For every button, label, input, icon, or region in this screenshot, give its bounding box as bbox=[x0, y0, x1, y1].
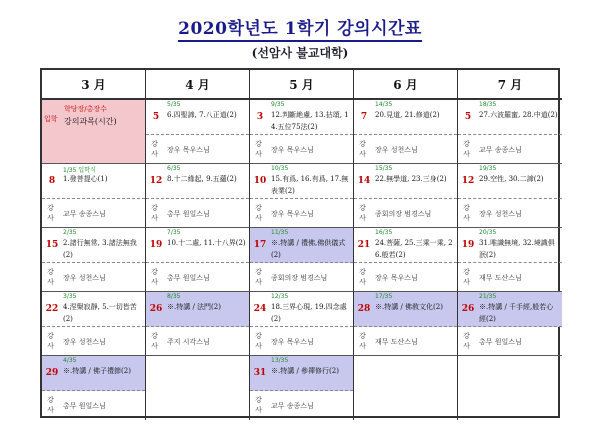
schedule-cell bbox=[250, 292, 354, 356]
schedule-cell bbox=[146, 100, 250, 164]
legend-subject-label: 강의과목(시간) bbox=[64, 117, 117, 126]
teacher-name: 종회의장 범경스님 bbox=[375, 210, 432, 218]
teacher-label: 강사 bbox=[359, 140, 366, 158]
schedule-cell bbox=[146, 228, 250, 292]
teacher-label: 강사 bbox=[47, 268, 54, 286]
week-count: 16/35 bbox=[375, 229, 393, 236]
day-number: 5 bbox=[152, 112, 160, 122]
cell-bottom bbox=[458, 327, 562, 355]
day-number: 24 bbox=[253, 304, 267, 314]
week-count: 8/35 bbox=[167, 293, 181, 300]
teacher-label: 강사 bbox=[151, 332, 158, 350]
schedule-cell bbox=[458, 100, 562, 164]
month-header: 5 月 bbox=[250, 70, 354, 100]
cell-bottom bbox=[250, 263, 353, 291]
day-number: 26 bbox=[461, 304, 475, 314]
cell-bottom bbox=[42, 391, 145, 420]
teacher-label: 강사 bbox=[359, 268, 366, 286]
cell-top bbox=[146, 100, 249, 135]
schedule-cell bbox=[458, 164, 562, 228]
week-count: 11/35 bbox=[271, 229, 289, 236]
lecture-subject: 2.諸行無常, 3.諸法無我(2) bbox=[63, 239, 137, 259]
teacher-label: 강사 bbox=[47, 332, 54, 350]
admission-label: 입학 bbox=[44, 115, 58, 123]
legend-head-label: 학당장/총장수 bbox=[64, 105, 107, 113]
teacher-name: 교무 송종스님 bbox=[479, 146, 522, 154]
schedule-cell bbox=[250, 100, 354, 164]
cell-bottom bbox=[458, 263, 562, 291]
teacher-label: 강사 bbox=[463, 268, 470, 286]
day-number: 12 bbox=[461, 176, 475, 186]
schedule-cell bbox=[354, 164, 458, 228]
week-count: 4/35 bbox=[63, 357, 77, 364]
teacher-label: 강사 bbox=[359, 332, 366, 350]
cell-bottom bbox=[250, 327, 353, 355]
teacher-name: 장우 성천스님 bbox=[479, 210, 522, 218]
week-count: 12/35 bbox=[271, 293, 289, 300]
lecture-subject: 8.十二緣起, 9.五蘊(2) bbox=[167, 175, 237, 183]
teacher-name: 재무 도산스님 bbox=[479, 274, 522, 282]
teacher-label: 강사 bbox=[151, 140, 158, 158]
teacher-label: 강사 bbox=[151, 268, 158, 286]
lecture-subject: 12.判斷絶慮, 13.拈頌, 14.五位75法(2) bbox=[271, 111, 349, 131]
cell-top bbox=[42, 164, 145, 199]
teacher-name: 종회의장 범경스님 bbox=[271, 274, 328, 282]
lecture-subject: 20.見道, 21.修道(2) bbox=[375, 111, 440, 119]
teacher-name: 장우 성천스님 bbox=[375, 146, 418, 154]
cell-top bbox=[146, 228, 249, 263]
teacher-name: 총무 원일스님 bbox=[479, 338, 522, 346]
lecture-subject: 10.十二處, 11.十八界(2) bbox=[167, 239, 246, 247]
cell-top bbox=[250, 228, 353, 263]
day-number: 8 bbox=[48, 176, 56, 186]
week-count: 15/35 bbox=[375, 165, 393, 172]
day-number: 31 bbox=[253, 368, 267, 378]
schedule-cell bbox=[42, 228, 146, 292]
cell-top bbox=[354, 228, 457, 263]
cell-top bbox=[458, 292, 562, 327]
cell-bottom bbox=[42, 199, 145, 227]
day-number: 26 bbox=[149, 304, 163, 314]
month-header: 6 月 bbox=[354, 70, 458, 100]
schedule-cell bbox=[42, 164, 146, 228]
day-number: 17 bbox=[253, 240, 267, 250]
week-count: 1/35 입학식 bbox=[63, 167, 96, 174]
cell-bottom bbox=[250, 135, 353, 163]
teacher-name: 총무 원일스님 bbox=[63, 402, 106, 410]
day-number: 3 bbox=[256, 112, 264, 122]
cell-bottom bbox=[250, 391, 353, 420]
day-number: 19 bbox=[461, 240, 475, 250]
day-number: 12 bbox=[149, 176, 163, 186]
teacher-label: 강사 bbox=[463, 332, 470, 350]
document-subtitle: (선암사 불교대학) bbox=[251, 46, 349, 60]
month-header: 3 月 bbox=[42, 70, 146, 100]
schedule-cell bbox=[354, 356, 458, 420]
week-count: 13/35 bbox=[271, 357, 289, 364]
teacher-name: 교무 송종스님 bbox=[271, 402, 314, 410]
week-count: 14/35 bbox=[375, 101, 393, 108]
cell-top bbox=[250, 164, 353, 199]
week-count: 20/35 bbox=[479, 229, 497, 236]
teacher-label: 강사 bbox=[255, 332, 262, 350]
schedule-cell bbox=[250, 356, 354, 420]
week-count: 18/35 bbox=[479, 101, 497, 108]
lecture-subject: 22.無學道, 23.三身(2) bbox=[375, 175, 447, 183]
cell-bottom bbox=[146, 327, 249, 355]
month-header: 4 月 bbox=[146, 70, 250, 100]
teacher-name: 장우 목우스님 bbox=[271, 210, 314, 218]
day-number: 14 bbox=[357, 176, 371, 186]
cell-bottom bbox=[42, 263, 145, 291]
teacher-name: 교무 송종스님 bbox=[63, 210, 106, 218]
day-number: 7 bbox=[360, 112, 368, 122]
cell-bottom bbox=[146, 263, 249, 291]
week-count: 21/35 bbox=[479, 293, 497, 300]
schedule-table bbox=[40, 68, 560, 418]
schedule-cell bbox=[146, 356, 250, 420]
lecture-subject: ※.特講 / 法門(2) bbox=[167, 303, 221, 311]
cell-top bbox=[250, 292, 353, 327]
schedule-cell bbox=[42, 292, 146, 356]
cell-top bbox=[42, 356, 145, 391]
lecture-subject: ※.特講 / 佛敎文化(2) bbox=[375, 303, 443, 311]
teacher-name: 주지 시각스님 bbox=[167, 338, 210, 346]
schedule-cell bbox=[146, 164, 250, 228]
week-count: 19/35 bbox=[479, 165, 497, 172]
teacher-label: 강사 bbox=[255, 204, 262, 222]
teacher-name: 총무 원일스님 bbox=[167, 210, 210, 218]
teacher-label: 강사 bbox=[255, 140, 262, 158]
cell-bottom bbox=[458, 135, 562, 163]
week-count: 9/35 bbox=[271, 101, 285, 108]
week-count: 17/35 bbox=[375, 293, 393, 300]
lecture-subject: 24.菩薩, 25.三乘一乘, 26.般若(2) bbox=[375, 239, 453, 259]
teacher-name: 재무 도산스님 bbox=[375, 338, 418, 346]
cell-bottom bbox=[42, 327, 145, 355]
lecture-subject: 27.六波羅蜜, 28.中道(2) bbox=[479, 111, 558, 119]
week-count: 3/35 bbox=[63, 293, 77, 300]
lecture-subject: ※.特講 / 千手經,般若心經(2) bbox=[479, 303, 554, 323]
month-header: 7 月 bbox=[458, 70, 562, 100]
day-number: 19 bbox=[149, 240, 163, 250]
schedule-cell bbox=[42, 100, 146, 164]
schedule-cell bbox=[42, 356, 146, 420]
teacher-label: 강사 bbox=[359, 204, 366, 222]
teacher-label: 강사 bbox=[255, 268, 262, 286]
cell-bottom bbox=[354, 135, 457, 163]
lecture-subject: 29.空性, 30.二諦(2) bbox=[479, 175, 544, 183]
teacher-label: 강사 bbox=[463, 140, 470, 158]
week-count: 7/35 bbox=[167, 229, 181, 236]
schedule-cell bbox=[250, 164, 354, 228]
teacher-label: 강사 bbox=[151, 204, 158, 222]
cell-bottom bbox=[250, 199, 353, 227]
lecture-subject: 6.四聖諦, 7.八正道(2) bbox=[167, 111, 237, 119]
teacher-name: 총무 원일스님 bbox=[167, 274, 210, 282]
cell-bottom bbox=[146, 135, 249, 163]
cell-top bbox=[458, 228, 562, 263]
cell-top bbox=[146, 164, 249, 199]
schedule-cell bbox=[354, 292, 458, 356]
teacher-label: 강사 bbox=[47, 204, 54, 222]
lecture-subject: 1.發菩提心(1) bbox=[63, 175, 108, 183]
document-title: 2020학년도 1학기 강의시간표 bbox=[0, 14, 600, 39]
schedule-cell bbox=[458, 356, 562, 420]
lecture-subject: 31.唯識無境, 32.境識俱泯(2) bbox=[479, 239, 555, 259]
teacher-name: 장우 성천스님 bbox=[63, 274, 106, 282]
schedule-cell bbox=[354, 228, 458, 292]
day-number: 22 bbox=[45, 304, 59, 314]
day-number: 29 bbox=[45, 368, 59, 378]
schedule-cell bbox=[458, 292, 562, 356]
day-number: 28 bbox=[357, 304, 371, 314]
cell-top bbox=[458, 164, 562, 199]
week-count: 2/35 bbox=[63, 229, 77, 236]
day-number: 10 bbox=[253, 176, 267, 186]
day-number: 21 bbox=[357, 240, 371, 250]
teacher-label: 강사 bbox=[255, 396, 262, 414]
day-number: 15 bbox=[45, 240, 59, 250]
lecture-subject: ※.特講 / 禮佛,佛供儀式(2) bbox=[271, 239, 346, 259]
cell-top bbox=[42, 100, 145, 163]
cell-bottom bbox=[354, 327, 457, 355]
schedule-cell bbox=[146, 292, 250, 356]
cell-bottom bbox=[146, 199, 249, 227]
cell-bottom bbox=[354, 199, 457, 227]
schedule-cell bbox=[250, 228, 354, 292]
cell-top bbox=[42, 228, 145, 263]
week-count: 10/35 bbox=[271, 165, 289, 172]
teacher-name: 장우 목우스님 bbox=[167, 146, 210, 154]
week-count: 6/35 bbox=[167, 165, 181, 172]
lecture-subject: 18.三界心現, 19.四念處(2) bbox=[271, 303, 347, 323]
cell-top bbox=[250, 356, 353, 391]
schedule-cell bbox=[354, 100, 458, 164]
day-number: 5 bbox=[464, 112, 472, 122]
teacher-name: 장우 목우스님 bbox=[271, 146, 314, 154]
lecture-subject: ※.特講 / 參禪修行(2) bbox=[271, 367, 339, 375]
cell-top bbox=[250, 100, 353, 135]
teacher-name: 장우 목우스님 bbox=[271, 338, 314, 346]
cell-top bbox=[42, 292, 145, 327]
schedule-cell bbox=[458, 228, 562, 292]
week-count: 5/35 bbox=[167, 101, 181, 108]
lecture-subject: 4.涅槃寂靜, 5.一切皆苦(2) bbox=[63, 303, 137, 323]
cell-top bbox=[146, 292, 249, 327]
lecture-subject: 15.有爲, 16.有爲, 17.無表業(2) bbox=[271, 175, 349, 195]
teacher-label: 강사 bbox=[47, 396, 54, 414]
cell-top bbox=[354, 292, 457, 327]
cell-bottom bbox=[458, 199, 562, 227]
cell-top bbox=[354, 164, 457, 199]
teacher-name: 장우 성천스님 bbox=[63, 338, 106, 346]
lecture-subject: ※.特講 / 佛子禮節(2) bbox=[63, 367, 131, 375]
cell-top bbox=[354, 100, 457, 135]
teacher-label: 강사 bbox=[463, 204, 470, 222]
cell-top bbox=[458, 100, 562, 135]
cell-bottom bbox=[354, 263, 457, 291]
teacher-name: 장우 목우스님 bbox=[375, 274, 418, 282]
